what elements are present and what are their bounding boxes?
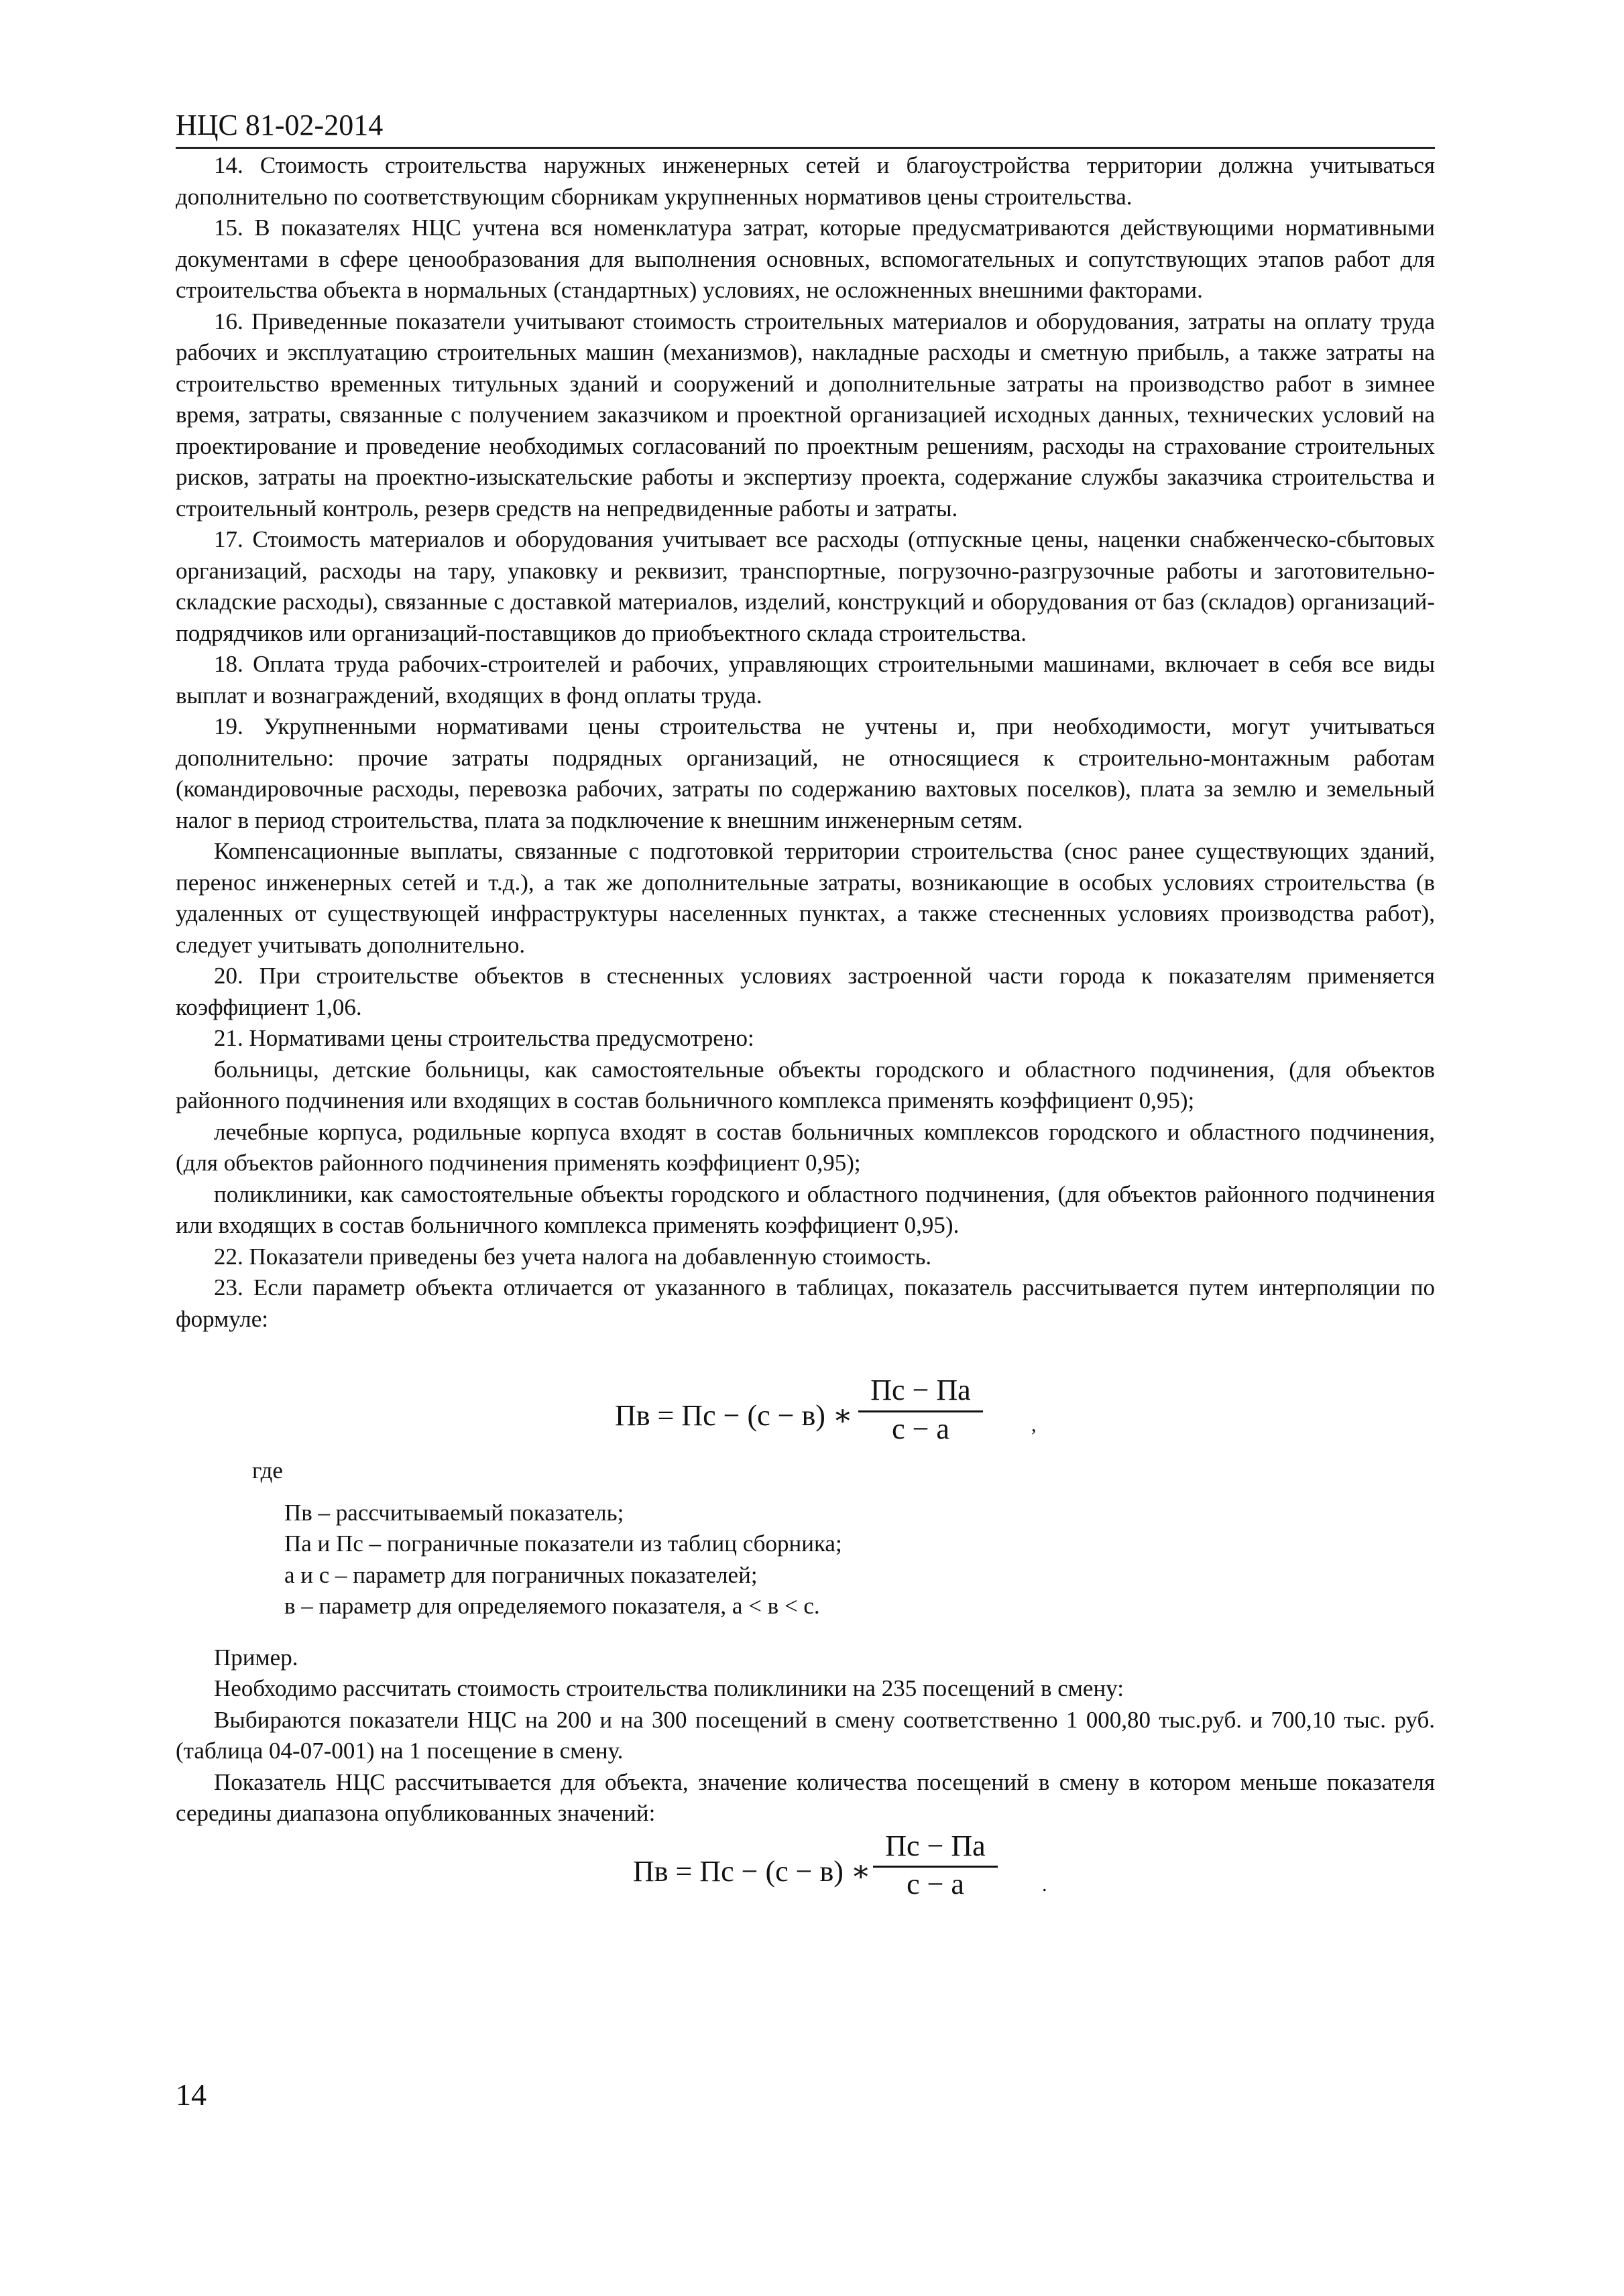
paragraph-medical-buildings: лечебные корпуса, родильные корпуса входят в состав больничных комплексов городского и областного подчинения, (для объектов районного подчинения применять коэффициент 0,95);	[176, 1118, 1435, 1176]
definition-item: а и с – параметр для пограничных показателей;	[284, 1561, 758, 1588]
paragraph-14: 14. Стоимость строительства наружных инженерных сетей и благоустройства территории должна учитываться дополнительно по соответствующим сборникам укрупненных нормативов цены строительства.	[176, 152, 1435, 210]
example-formula	[176, 1831, 1435, 1906]
formula-numerator: Пс − Па	[873, 1831, 998, 1868]
paragraph-compensation: Компенсационные выплаты, связанные с подготовкой территории строительства (снос ранее существующих зданий, перенос инженерных сетей и т.д.), а так же дополнительные затраты, возникающие в особых условиях строительства (в удаленных от существующей инфраструктуры населенных пунктах, а также стесненных условиях производства работ), следует учитывать дополнительно.	[176, 838, 1435, 958]
paragraph-22: 22. Показатели приведены без учета налога на добавленную стоимость.	[214, 1243, 932, 1270]
formula-fraction	[858, 1375, 983, 1445]
header-rule	[176, 147, 1435, 149]
example-section	[176, 1642, 1435, 1829]
formula-left-side: Пв = Пс − (с − в) ∗	[615, 1399, 853, 1432]
formula-fraction	[873, 1831, 998, 1900]
paragraph-19: 19. Укрупненными нормативами цены строительства не учтены и, при необходимости, могут учитываться дополнительно: прочие затраты подрядных организаций, не относящиеся к строительно-монтажным работам (командировочные расходы, перевозка рабочих, затраты по содержанию вахтовых поселков), плата за землю и земельный налог в период строительства, плата за подключение к внешним инженерным сетям.	[176, 713, 1435, 833]
where-label: где	[252, 1457, 283, 1484]
paragraph-17: 17. Стоимость материалов и оборудования учитывает все расходы (отпускные цены, наценки снабженческо-сбытовых организаций, расходы на тару, упаковку и реквизит, транспортные, погрузочно-разгрузочные работы и заготовительно-складские расходы), связанные с доставкой материалов, изделий, конструкций и оборудования от баз (складов) организаций-подрядчиков или организаций-поставщиков до приобъектного склада строительства.	[176, 526, 1435, 646]
paragraph-polyclinics: поликлиники, как самостоятельные объекты городского и областного подчинения, (для объектов районного подчинения или входящих в состав больничного комплекса применять коэффициент 0,95).	[176, 1181, 1435, 1238]
example-line: Показатель НЦС рассчитывается для объекта, значение количества посещений в смену в котором меньше показателя середины диапазона опубликованных значений:	[176, 1768, 1435, 1826]
formula-denominator: с − а	[892, 1412, 949, 1445]
document-code-header: НЦС 81-02-2014	[176, 109, 384, 141]
example-line: Выбираются показатели НЦС на 200 и на 300 посещений в смену соответственно 1 000,80 тыс.руб. и 700,10 тыс. руб. (таблица 04-07-001) на 1 посещение в смену.	[176, 1706, 1435, 1764]
definition-item: Па и Пс – пограничные показатели из таблиц сборника;	[284, 1530, 842, 1557]
definition-item: в – параметр для определяемого показателя, а < в < с.	[284, 1593, 820, 1619]
paragraph-20: 20. При строительстве объектов в стесненных условиях застроенной части города к показателям применяется коэффициент 1,06.	[176, 963, 1435, 1020]
formula-trailing-mark: ,	[1031, 1414, 1037, 1436]
page-number: 14	[176, 2077, 207, 2112]
formula-left-side: Пв = Пс − (с − в) ∗	[633, 1854, 871, 1888]
paragraph-hospitals: больницы, детские больницы, как самостоятельные объекты городского и областного подчинения, (для объектов районного подчинения или входящих в состав больничного комплекса применять коэффициент 0,95);	[176, 1056, 1435, 1113]
paragraph-16: 16. Приведенные показатели учитывают стоимость строительных материалов и оборудования, затраты на оплату труда рабочих и эксплуатацию строительных машин (механизмов), накладные расходы и сметную прибыль, а также затраты на строительство временных титульных зданий и сооружений и дополнительные затраты на производство работ в зимнее время, затраты, связанные с получением заказчиком и проектной организацией исходных данных, технических условий на проектирование и проведение необходимых согласований по проектным решениям, расходы на страхование строительных рисков, затраты на проектно-изыскательские работы и экспертизу проекта, содержание службы заказчика строительства и строительный контроль, резерв средств на непредвиденные работы и затраты.	[176, 308, 1435, 522]
paragraph-21: 21. Нормативами цены строительства предусмотрено:	[214, 1025, 754, 1051]
interpolation-formula	[176, 1375, 1435, 1455]
formula-denominator: с − а	[907, 1868, 964, 1900]
example-heading: Пример.	[214, 1644, 298, 1671]
document-body	[176, 150, 1435, 1906]
paragraph-15: 15. В показателях НЦС учтена вся номенклатура затрат, которые предусматриваются действующими нормативными документами в сфере ценообразования для выполнения основных, вспомогательных и сопутствующих этапов работ для строительства объекта в нормальных (стандартных) условиях, не осложненных внешними факторами.	[176, 215, 1435, 303]
paragraph-23: 23. Если параметр объекта отличается от указанного в таблицах, показатель рассчитывается путем интерполяции по формуле:	[176, 1274, 1435, 1332]
paragraph-18: 18. Оплата труда рабочих-строителей и рабочих, управляющих строительными машинами, включает в себя все виды выплат и вознаграждений, входящих в фонд оплаты труда.	[176, 651, 1435, 709]
formula-numerator: Пс − Па	[858, 1375, 983, 1412]
definition-item: Пв – рассчитываемый показатель;	[284, 1499, 624, 1526]
definitions-list	[176, 1498, 1435, 1622]
example-line: Необходимо рассчитать стоимость строительства поликлиники на 235 посещений в смену:	[214, 1675, 1124, 1701]
formula-trailing-mark: .	[1042, 1873, 1047, 1896]
